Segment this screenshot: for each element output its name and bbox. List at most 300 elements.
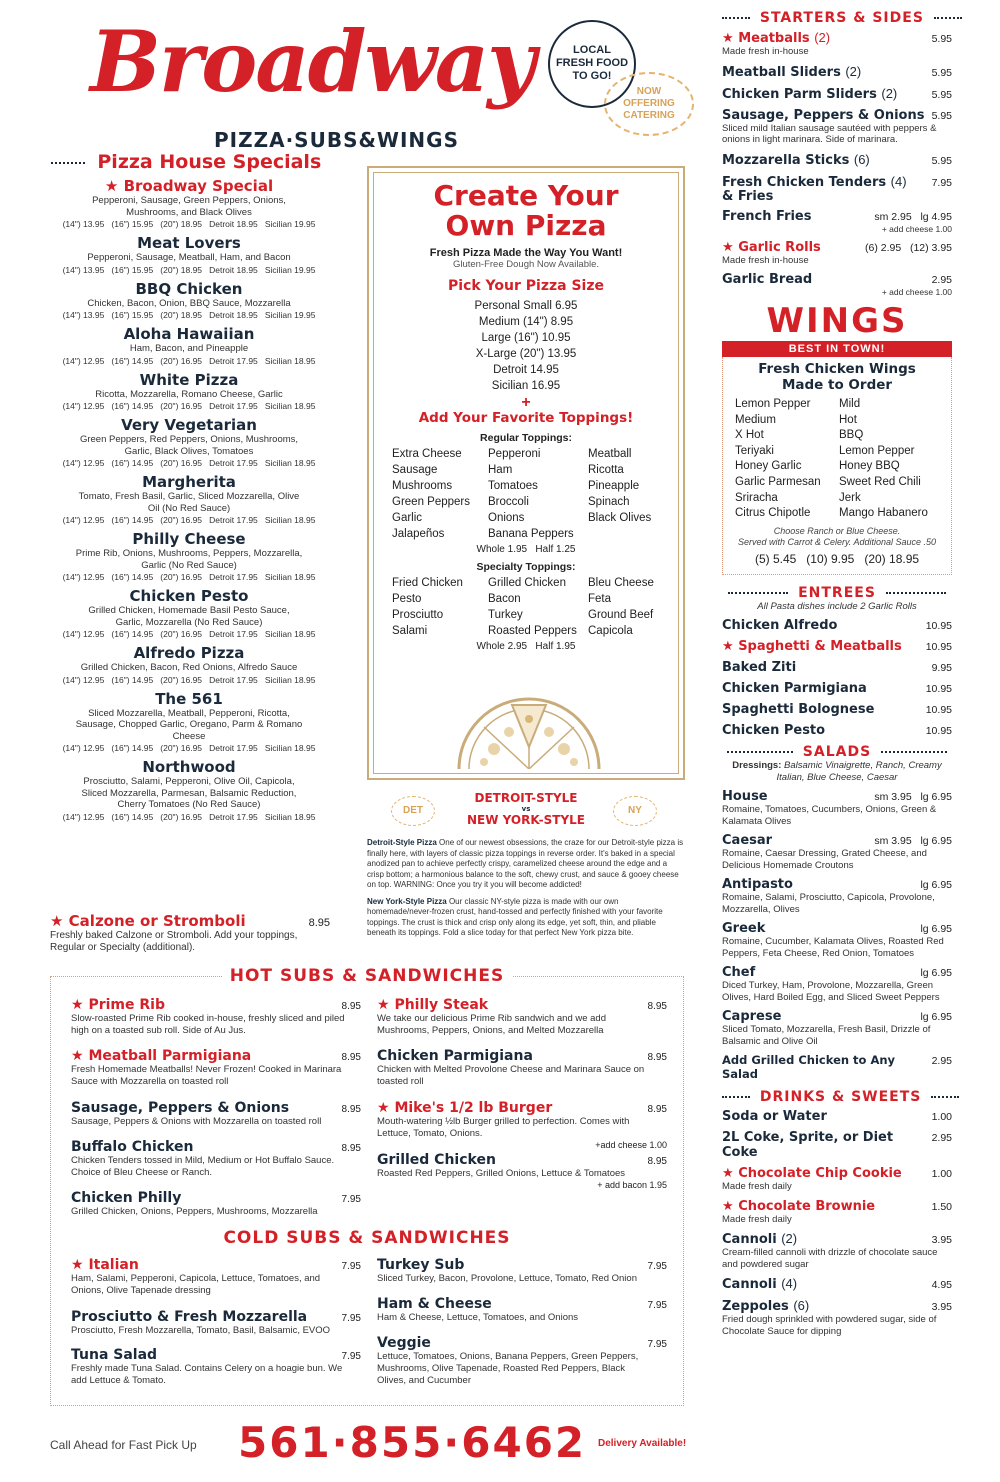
add-chicken-row	[722, 1053, 952, 1081]
special-prices: (14") 13.95 (16") 15.95 (20") 18.95 Detroit 18.95 Sicilian 19.95	[62, 310, 316, 320]
sub-row	[71, 1257, 361, 1273]
specials-title-row	[44, 150, 334, 174]
sub-name: Chicken Philly	[71, 1190, 182, 1206]
specialty-topping: Ground Beef	[588, 609, 654, 621]
item-qty: (2)	[814, 30, 831, 45]
sub-price: 7.95	[341, 1351, 361, 1362]
regular-toppings	[374, 446, 678, 542]
starters-title: STARTERS & SIDES	[759, 10, 924, 26]
create-your-own-pizza	[367, 166, 685, 780]
item-desc: Romaine, Salami, Prosciutto, Capicola, Provolone, Mozzarella, Olives	[722, 892, 935, 915]
menu-row	[722, 877, 952, 892]
badge-line: TO GO!	[572, 70, 612, 82]
wing-flavor: Medium	[735, 413, 776, 426]
drinks-list	[722, 1109, 952, 1337]
sub-price: 7.95	[341, 1261, 361, 1272]
call-ahead: Call Ahead for Fast Pick Up	[50, 1438, 197, 1452]
regular-topping: Jalapeños	[392, 528, 445, 540]
item-name-text: Chicken Pesto	[722, 723, 826, 739]
wings-box	[722, 357, 952, 575]
dotted-divider	[51, 162, 85, 164]
item-name	[722, 1130, 932, 1160]
special-item	[44, 281, 334, 322]
specialty-topping: Bacon	[488, 593, 521, 605]
menu-item	[722, 86, 952, 102]
detroit-vs-ny	[367, 786, 685, 945]
sub-item	[377, 1257, 667, 1285]
item-name-text: Chicken Parmigiana	[722, 681, 867, 697]
sub-desc: Fresh Homemade Meatballs! Never Frozen! Cooked in Marinara Sauce with Mozzarella on toasted roll	[71, 1064, 342, 1087]
item-name	[722, 618, 838, 633]
item-name	[722, 702, 874, 717]
item-price: 10.95	[925, 683, 952, 696]
sub-row	[71, 1100, 361, 1116]
menu-item	[722, 152, 952, 168]
cold-subs-title	[51, 1228, 683, 1248]
item-price: lg 6.95	[920, 923, 952, 936]
menu-item	[722, 921, 952, 959]
sub-extra: +add cheese 1.00	[595, 1140, 667, 1150]
item-name	[722, 660, 796, 675]
pizza-size: Detroit 14.95	[493, 364, 559, 376]
item-price: 5.95	[931, 88, 952, 101]
menu-item	[722, 965, 952, 1003]
special-name: Philly Cheese	[132, 530, 246, 548]
entrees-title: ENTREES	[798, 584, 876, 601]
item-price: (6) 2.95 (12) 3.95	[865, 241, 952, 254]
item-name	[722, 209, 812, 224]
badge-line: FRESH FOOD	[555, 57, 629, 69]
item-name-text: Spaghetti Bolognese	[722, 702, 875, 718]
menu-row	[722, 1130, 952, 1160]
wing-flavor: Jerk	[839, 491, 861, 504]
sub-desc: We take our delicious Prime Rib sandwich and we add Mushrooms, Peppers, Onions, and Melted Mozzarella	[377, 1013, 606, 1036]
item-price: 2.95	[931, 274, 952, 286]
sub-price: 8.95	[341, 1001, 361, 1012]
special-name: Alfredo Pizza	[133, 644, 245, 662]
catering-badge	[604, 72, 694, 136]
item-name-text: Chef	[722, 965, 756, 981]
specialty-topping: Pesto	[392, 593, 422, 605]
item-name	[722, 1109, 827, 1124]
special-prices: (14") 12.95 (16") 14.95 (20") 16.95 Detroit 17.95 Sicilian 18.95	[62, 629, 316, 639]
dotted-divider	[934, 17, 962, 19]
specials-list	[44, 178, 334, 823]
item-name-text: 2L Coke, Sprite, or Diet Coke	[722, 1130, 894, 1161]
menu-item	[722, 1298, 952, 1337]
sub-desc: Chicken Tenders tossed in Mild, Medium or Hot Buffalo Sauce. Choice of Bleu Cheese or Ranch.	[71, 1155, 335, 1178]
wings-subtitle-1: Fresh Chicken Wings	[758, 361, 916, 377]
menu-row	[722, 639, 952, 654]
badge-line: CATERING	[623, 110, 675, 121]
salads-title-row	[722, 744, 952, 760]
menu-row	[722, 152, 952, 168]
special-name: Very Vegetarian	[121, 416, 257, 434]
item-desc: Made fresh in-house	[722, 254, 809, 266]
menu-row	[722, 1166, 952, 1181]
special-item	[44, 235, 334, 276]
wings-title: WINGS	[766, 301, 908, 341]
cyo-gluten-free: Gluten-Free Dough Now Available.	[452, 259, 600, 270]
special-desc: Pepperoni, Sausage, Meatball, Ham, and Bacon	[87, 252, 291, 263]
item-name	[722, 174, 907, 190]
item-name	[722, 1276, 797, 1292]
special-item	[44, 691, 334, 755]
regular-topping: Mushrooms	[392, 480, 453, 492]
cold-subs-title-text: COLD SUBS & SANDWICHES	[215, 1228, 518, 1248]
dotted-divider	[727, 751, 793, 753]
sub-item	[71, 1139, 361, 1179]
item-qty: (6)	[793, 1298, 810, 1314]
sub-price: 7.95	[647, 1300, 667, 1311]
cyo-add-toppings: Add Your Favorite Toppings!	[418, 410, 634, 426]
sub-item	[377, 1152, 667, 1190]
sub-name: Turkey Sub	[377, 1257, 465, 1273]
detroit-desc-head: Detroit-Style Pizza	[367, 838, 437, 847]
special-desc: Tomato, Fresh Basil, Garlic, Sliced Mozzarella, Olive Oil (No Red Sauce)	[78, 491, 300, 514]
special-item	[44, 645, 334, 686]
regular-topping: Pineapple	[588, 480, 640, 492]
specialty-topping: Fried Chicken	[392, 577, 463, 589]
item-name-text: French Fries	[722, 208, 812, 224]
starters-list	[722, 30, 952, 297]
item-price: sm 2.95 lg 4.95	[874, 210, 952, 223]
item-price: 1.50	[931, 1200, 952, 1213]
menu-row	[722, 618, 952, 633]
starters-title-row	[722, 10, 952, 26]
sub-row	[377, 1048, 667, 1064]
special-item	[44, 531, 334, 583]
special-item	[44, 326, 334, 367]
dotted-divider	[722, 1096, 750, 1098]
wing-flavor: Lemon Pepper	[839, 444, 915, 457]
item-price: 1.00	[931, 1111, 952, 1124]
menu-row	[722, 1109, 952, 1124]
regular-topping	[588, 526, 684, 542]
special-desc: Prime Rib, Onions, Mushrooms, Peppers, Mozzarella, Garlic (No Red Sauce)	[75, 548, 303, 571]
item-name-text: Chocolate Brownie	[738, 1198, 876, 1214]
cyo-title-2: Own Pizza	[445, 209, 607, 242]
regular-topping: Spinach	[588, 496, 630, 508]
item-qty: (4)	[781, 1276, 798, 1292]
item-desc: Cream-filled cannoli with drizzle of chocolate sauce and powdered sugar	[722, 1247, 938, 1270]
item-name-text: Antipasto	[722, 877, 793, 893]
item-price: 2.95	[931, 1132, 952, 1145]
salads-title: SALADS	[802, 744, 872, 761]
sub-desc: Sliced Turkey, Bacon, Provolone, Lettuce, Tomato, Red Onion	[377, 1273, 637, 1284]
item-price: 10.95	[925, 620, 952, 633]
item-name-text: Cannoli	[722, 1277, 777, 1293]
item-name-text: Chicken Parm Sliders	[722, 86, 877, 102]
menu-item	[722, 272, 952, 297]
sub-row	[377, 1100, 667, 1116]
sub-desc: Ham & Cheese, Lettuce, Tomatoes, and Onions	[377, 1312, 579, 1323]
specialty-toppings-price: Whole 2.95 Half 1.95	[476, 641, 576, 652]
sub-name: ★ Mike's 1/2 lb Burger	[377, 1100, 552, 1116]
sub-name: ★ Philly Steak	[377, 997, 488, 1013]
sub-price: 8.95	[341, 1052, 361, 1063]
item-name-text: Cannoli	[722, 1232, 777, 1248]
menu-item	[722, 1276, 952, 1292]
menu-item	[722, 789, 952, 827]
cyo-sizes	[374, 298, 678, 394]
item-price: sm 3.95 lg 6.95	[874, 835, 952, 848]
dotted-divider	[931, 1096, 959, 1098]
pizza-size: Sicilian 16.95	[491, 380, 561, 392]
menu-item	[722, 1109, 952, 1124]
wings-section	[722, 303, 952, 575]
item-name	[722, 877, 793, 892]
cyo-subtitle: Fresh Pizza Made the Way You Want!	[429, 247, 623, 259]
badge-line: NOW	[636, 86, 662, 97]
specials-title: Pizza House Specials	[97, 151, 322, 173]
right-column	[722, 10, 952, 1343]
item-name	[722, 64, 861, 80]
wings-subtitle-2: Made to Order	[781, 377, 893, 393]
menu-item	[722, 660, 952, 675]
sub-row	[71, 1048, 361, 1064]
menu-row	[722, 174, 952, 190]
specialty-topping: Prosciutto	[392, 609, 444, 621]
special-prices: (14") 12.95 (16") 14.95 (20") 16.95 Detroit 17.95 Sicilian 18.95	[62, 515, 316, 525]
wing-flavors	[731, 397, 943, 522]
special-item	[44, 474, 334, 526]
special-desc: Sliced Mozzarella, Meatball, Pepperoni, Ricotta, Sausage, Chopped Garlic, Oregano, Parm & Romano Cheese	[75, 707, 303, 742]
item-name	[722, 681, 867, 696]
item-price: 10.95	[925, 725, 952, 738]
sub-desc: Grilled Chicken, Onions, Peppers, Mushrooms, Mozzarella	[71, 1206, 318, 1217]
menu-row	[722, 789, 952, 804]
item-price: 5.95	[931, 33, 952, 45]
special-desc: Grilled Chicken, Bacon, Red Onions, Alfredo Sauce	[80, 662, 298, 673]
menu-row	[722, 921, 952, 936]
item-price: 3.95	[931, 1234, 952, 1247]
sub-row	[377, 997, 667, 1013]
item-price: 5.95	[931, 154, 952, 167]
sub-name: Sausage, Peppers & Onions	[71, 1100, 290, 1116]
sub-price: 8.95	[647, 1001, 667, 1012]
special-prices: (14") 12.95 (16") 14.95 (20") 16.95 Detroit 17.95 Sicilian 18.95	[62, 355, 316, 366]
dressings-list: Balsamic Vinaigrette, Ranch, Creamy Italian, Blue Cheese, Caesar	[776, 760, 942, 783]
sub-price: 7.95	[647, 1261, 667, 1272]
special-desc: Pepperoni, Sausage, Green Peppers, Onions, Mushrooms, and Black Olives	[92, 195, 286, 218]
item-price: lg 6.95	[920, 879, 952, 892]
item-qty: (4)	[890, 173, 907, 189]
special-desc: Chicken, Bacon, Onion, BBQ Sauce, Mozzarella	[87, 297, 291, 309]
item-name-text: Garlic Bread	[722, 272, 813, 287]
wing-flavor: Lemon Pepper	[735, 398, 811, 410]
item-qty: (2)	[881, 85, 898, 101]
menu-item	[722, 833, 952, 871]
sub-desc: Lettuce, Tomatoes, Onions, Banana Peppers, Green Peppers, Mushrooms, Olive Tapenade, Roasted Red Peppers, Black Olives, and Cucumber	[377, 1351, 639, 1386]
regular-topping: Sausage	[392, 464, 438, 476]
special-name: Margherita	[142, 473, 236, 491]
menu-item	[722, 209, 952, 234]
regular-topping: Garlic	[392, 512, 423, 524]
pizza-size: Personal Small 6.95	[474, 300, 578, 312]
menu-item	[722, 108, 952, 146]
calzone-price: 8.95	[308, 917, 330, 929]
badge-line: OFFERING	[623, 98, 675, 109]
logo	[90, 12, 550, 152]
specialty-toppings-label: Specialty Toppings:	[476, 561, 576, 573]
sub-item	[71, 1190, 361, 1218]
menu-row	[722, 86, 952, 102]
sub-name: Buffalo Chicken	[71, 1139, 194, 1155]
sub-row	[71, 1309, 361, 1325]
sub-name: Ham & Cheese	[377, 1296, 492, 1312]
best-in-town-ribbon: BEST IN TOWN!	[722, 341, 952, 357]
sub-name: Grilled Chicken	[377, 1152, 496, 1168]
styles-heading	[451, 790, 601, 828]
hot-subs-title-text: HOT SUBS & SANDWICHES	[222, 966, 512, 986]
specialty-topping: Capicola	[588, 625, 633, 637]
special-name: Aloha Hawaiian	[123, 325, 255, 343]
regular-topping: Onions	[488, 512, 525, 524]
item-name	[722, 1199, 875, 1214]
menu-row	[722, 1231, 952, 1247]
item-name-text: Sausage, Peppers & Onions	[722, 107, 925, 123]
item-price: 10.95	[925, 641, 952, 654]
item-desc: Fried dough sprinkled with powdered sugar, side of Chocolate Sauce for dipping	[722, 1314, 937, 1337]
pizza-size: Large (16") 10.95	[481, 332, 571, 344]
item-name	[722, 789, 768, 804]
salads-list	[722, 789, 952, 1047]
sub-desc: Chicken with Melted Provolone Cheese and Marinara Sauce on toasted roll	[377, 1064, 645, 1087]
sub-price: 8.95	[647, 1156, 667, 1167]
menu-item	[722, 240, 952, 267]
menu-row	[722, 681, 952, 696]
menu-row	[722, 272, 952, 287]
sub-desc: Freshly made Tuna Salad. Contains Celery on a hoagie bun. We add Lettuce & Tomato.	[71, 1363, 343, 1386]
regular-topping: Extra Cheese	[392, 448, 462, 460]
special-item	[44, 178, 334, 230]
menu-item	[722, 174, 952, 203]
menu-item	[722, 30, 952, 58]
menu-row	[722, 108, 952, 123]
item-price: 5.95	[931, 66, 952, 79]
regular-toppings-label: Regular Toppings:	[480, 432, 572, 444]
dotted-divider	[881, 751, 947, 753]
item-price: 4.95	[931, 1279, 952, 1292]
special-prices: (14") 12.95 (16") 14.95 (20") 16.95 Detroit 17.95 Sicilian 18.95	[62, 743, 316, 753]
detroit-description	[367, 838, 685, 891]
subs-box	[50, 966, 684, 1406]
sub-row	[71, 1347, 361, 1363]
item-extra: + add cheese 1.00	[881, 287, 952, 297]
item-desc: Made fresh daily	[722, 1181, 792, 1193]
item-name-text: Meatball Sliders	[722, 64, 841, 80]
sub-item	[377, 1335, 667, 1387]
item-name-text: Meatballs	[738, 31, 810, 46]
item-name-text: Caesar	[722, 833, 773, 849]
menu-row	[722, 30, 952, 46]
item-desc: Romaine, Cucumber, Kalamata Olives, Roasted Red Peppers, Feta Cheese, Red Onion, Tomatoes	[722, 936, 944, 959]
sub-desc: Roasted Red Peppers, Grilled Onions, Lettuce & Tomatoes	[377, 1168, 626, 1179]
special-name: Chicken Pesto	[129, 587, 249, 605]
item-name-line2: & Fries	[722, 188, 774, 204]
item-name	[722, 833, 772, 848]
item-desc: Romaine, Tomatoes, Cucumbers, Onions, Green & Kalamata Olives	[722, 804, 937, 827]
item-desc: Made fresh daily	[722, 1213, 792, 1225]
menu-item	[722, 1130, 952, 1160]
regular-toppings-price: Whole 1.95 Half 1.25	[476, 544, 576, 555]
sub-row	[71, 1139, 361, 1155]
special-item	[44, 417, 334, 469]
sub-row	[377, 1335, 667, 1351]
detroit-style-title: DETROIT-STYLE	[474, 791, 578, 805]
item-price: 1.00	[931, 1168, 952, 1181]
item-name	[722, 1298, 809, 1314]
drinks-title: DRINKS & SWEETS	[759, 1089, 922, 1106]
dotted-divider	[728, 592, 788, 594]
pizza-house-specials	[44, 150, 334, 823]
menu-item	[722, 1166, 952, 1193]
item-price: 9.95	[931, 662, 952, 675]
menu-row	[722, 1298, 952, 1314]
cyo-pick-size: Pick Your Pizza Size	[448, 278, 604, 294]
sub-item	[71, 1100, 361, 1128]
ny-badge: NY	[613, 796, 657, 826]
dressings-label: Dressings:	[732, 760, 782, 772]
calzone-item	[50, 912, 330, 954]
sub-item	[71, 997, 361, 1037]
sub-name: Veggie	[377, 1335, 431, 1351]
special-desc: Prosciutto, Salami, Pepperoni, Olive Oil, Capicola, Sliced Mozzarella, Parmesan, Balsamic Reduction, Cherry Tomatoes (No Red Sauce)	[81, 776, 297, 810]
item-price: 10.95	[925, 704, 952, 717]
specialty-topping: Feta	[588, 593, 612, 605]
ny-description	[367, 897, 685, 939]
sub-price: 7.95	[341, 1194, 361, 1205]
sub-item	[71, 1048, 361, 1088]
sub-row	[377, 1152, 667, 1168]
calzone-name: ★ Calzone or Stromboli	[50, 912, 246, 930]
sub-desc: Ham, Salami, Pepperoni, Capicola, Lettuce, Tomatoes, and Onions, Olive Tapenade dressing	[71, 1273, 321, 1296]
regular-topping: Green Peppers	[392, 496, 470, 508]
sub-row	[71, 1190, 361, 1206]
item-name	[722, 1231, 797, 1247]
wing-flavor: Sweet Red Chili	[839, 475, 921, 488]
sub-row	[71, 997, 361, 1013]
specialty-topping: Turkey	[488, 609, 523, 621]
item-name	[722, 921, 765, 936]
badge-line: LOCAL	[573, 44, 611, 56]
wing-flavor: X Hot	[735, 429, 764, 442]
wing-flavor: Garlic Parmesan	[735, 475, 821, 488]
item-qty: (2)	[781, 1231, 798, 1247]
item-name-text: Soda or Water	[722, 1109, 827, 1125]
menu-row	[722, 702, 952, 717]
special-desc: Green Peppers, Red Peppers, Onions, Mushrooms, Garlic, Black Olives, Tomatoes	[79, 434, 299, 457]
item-desc: Sliced mild Italian sausage sautéed with peppers & onions in light marinara. Side of marinara.	[722, 122, 937, 145]
regular-topping: Black Olives	[588, 512, 652, 524]
ny-desc-text: Our classic NY-style pizza is made with our own homemade/never-frozen crust, hand-tossed and perfectly finished with your favorite toppings. The crust is thick and crisp only along its edge, yet soft, thin, and pliable beneath its toppings. Fold a slice today for that perfect New York pizza bite.	[367, 896, 663, 937]
specialty-topping: Bleu Cheese	[588, 577, 654, 589]
wing-flavor: Sriracha	[735, 491, 778, 504]
menu-item	[722, 639, 952, 654]
ny-desc-head: New York-Style Pizza	[367, 896, 447, 906]
phone-number[interactable]: 561·855·6462	[238, 1418, 587, 1467]
special-name: White Pizza	[139, 370, 239, 389]
regular-topping: Ham	[488, 464, 513, 476]
sub-name: ★ Prime Rib	[71, 997, 165, 1013]
special-desc: Ricotta, Mozzarella, Romano Cheese, Garlic	[95, 388, 283, 400]
item-name	[722, 30, 830, 46]
sub-item	[71, 1257, 361, 1297]
item-name-text: Mozzarella Sticks	[722, 152, 850, 168]
sub-extra: + add bacon 1.95	[597, 1180, 667, 1190]
menu-item	[722, 702, 952, 717]
